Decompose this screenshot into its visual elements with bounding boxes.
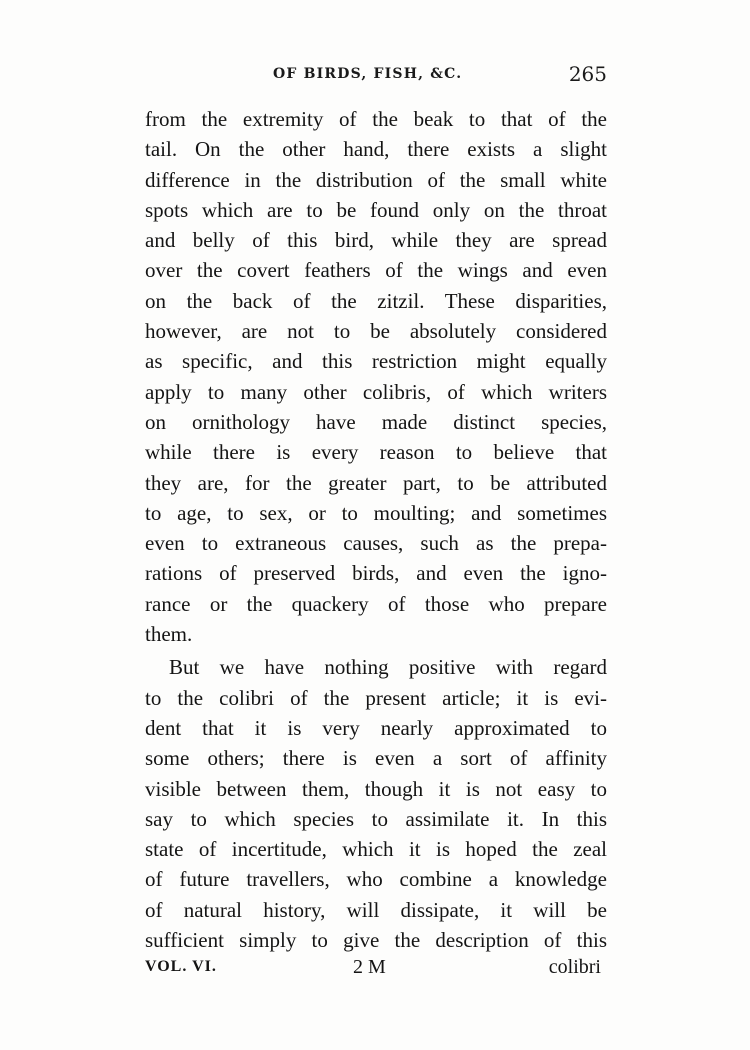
text-line: as specific, and this restriction might equally bbox=[145, 349, 607, 374]
signature-mark: 2 M bbox=[353, 956, 386, 978]
page-header bbox=[145, 62, 607, 90]
text-line: to age, to sex, or to moulting; and sometimes bbox=[145, 500, 607, 525]
text-line: state of incertitude, which it is hoped the zeal bbox=[145, 837, 607, 862]
page-footer bbox=[145, 956, 607, 986]
volume-label: VOL. VI. bbox=[145, 958, 217, 975]
text-line: from the extremity of the beak to that of the bbox=[145, 107, 607, 131]
text-line: of future travellers, who combine a knowledge bbox=[145, 867, 607, 892]
body-text bbox=[145, 104, 607, 955]
text-line: rations of preserved birds, and even the igno- bbox=[145, 561, 607, 586]
text-line: sufficient simply to give the description of this bbox=[145, 928, 607, 953]
text-line: difference in the distribution of the small white bbox=[145, 167, 607, 192]
text-line: some others; there is even a sort of affinity bbox=[145, 746, 607, 771]
text-line: on ornithology have made distinct species, bbox=[145, 409, 607, 434]
text-line: while there is every reason to believe that bbox=[145, 440, 607, 465]
text-line: spots which are to be found only on the throat bbox=[145, 197, 607, 222]
text-line: on the back of the zitzil. These disparities, bbox=[145, 288, 607, 313]
page-number: 265 bbox=[568, 62, 607, 86]
text-line: say to which species to assimilate it. In this bbox=[145, 806, 607, 831]
text-line: them. bbox=[145, 622, 193, 647]
text-line: they are, for the greater part, to be attributed bbox=[145, 470, 607, 495]
running-head: OF BIRDS, FISH, &C. bbox=[273, 66, 463, 82]
text-line: dent that it is very nearly approximated to bbox=[145, 715, 607, 740]
text-line: tail. On the other hand, there exists a slight bbox=[145, 137, 607, 162]
text-line: even to extraneous causes, such as the prepa- bbox=[145, 531, 607, 556]
text-line: But we have nothing positive with regard bbox=[169, 655, 607, 680]
text-line: however, are not to be absolutely considered bbox=[145, 319, 607, 344]
text-line: rance or the quackery of those who prepare bbox=[145, 591, 607, 616]
text-line: and belly of this bird, while they are spread bbox=[145, 228, 607, 253]
text-line: of natural history, will dissipate, it will be bbox=[145, 897, 607, 922]
text-line: over the covert feathers of the wings and even bbox=[145, 258, 607, 283]
catchword: colibri bbox=[548, 956, 601, 978]
text-line: apply to many other colibris, of which writers bbox=[145, 379, 607, 404]
text-line: to the colibri of the present article; it is evi- bbox=[145, 685, 607, 710]
text-line: visible between them, though it is not easy to bbox=[145, 776, 607, 801]
